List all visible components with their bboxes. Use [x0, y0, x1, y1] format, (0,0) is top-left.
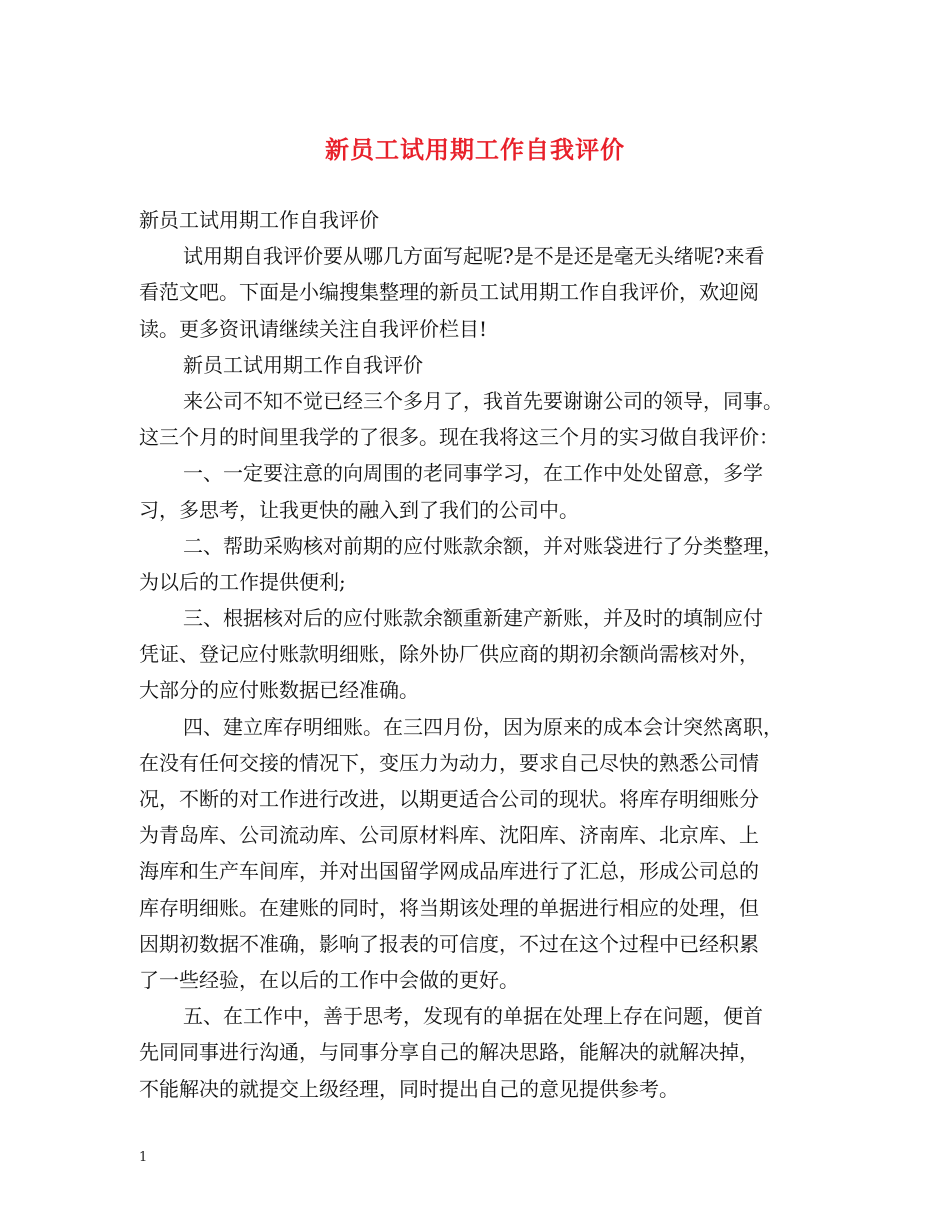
paragraph-line: 了一些经验，在以后的工作中会做的更好。 — [139, 967, 519, 992]
document-title: 新员工试用期工作自我评价 — [325, 135, 625, 164]
paragraph-line: 大部分的应付账数据已经准确。 — [139, 678, 419, 703]
paragraph-line: 为以后的工作提供便利; — [139, 569, 346, 594]
paragraph-line: 五、在工作中，善于思考，发现有的单据在处理上存在问题，便首 — [183, 1004, 763, 1029]
paragraph-line: 来公司不知不觉已经三个多月了，我首先要谢谢公司的领导，同事。 — [183, 388, 783, 413]
paragraph-line: 二、帮助采购核对前期的应付账款余额，并对账袋进行了分类整理， — [183, 533, 783, 558]
paragraph-line: 一、一定要注意的向周围的老同事学习，在工作中处处留意，多学 — [183, 461, 763, 486]
paragraph-line: 凭证、登记应付账款明细账，除外协厂供应商的期初余额尚需核对外， — [139, 642, 759, 667]
paragraph-line: 况，不断的对工作进行改进，以期更适合公司的现状。将库存明细账分 — [139, 787, 759, 811]
paragraph-line: 试用期自我评价要从哪几方面写起呢?是不是还是毫无头绪呢?来看 — [183, 244, 765, 269]
paragraph-line: 习，多思考，让我更快的融入到了我们的公司中。 — [139, 497, 579, 522]
paragraph-line: 不能解决的就提交上级经理，同时提出自己的意见提供参考。 — [139, 1076, 679, 1101]
paragraph-line: 三、根据核对后的应付账款余额重新建产新账，并及时的填制应付 — [183, 606, 763, 631]
paragraph-line: 库存明细账。在建账的同时，将当期该处理的单据进行相应的处理，但 — [139, 895, 759, 920]
paragraph-line: 因期初数据不准确，影响了报表的可信度，不过在这个过程中已经积累 — [139, 931, 759, 956]
paragraph-line: 为青岛库、公司流动库、公司原材料库、沈阳库、济南库、北京库、上 — [139, 823, 759, 848]
paragraph-line: 读。更多资讯请继续关注自我评价栏目! — [139, 316, 488, 341]
paragraph-line: 新员工试用期工作自我评价 — [183, 352, 423, 377]
paragraph-line: 先同同事进行沟通，与同事分享自己的解决思路，能解决的就解决掉， — [139, 1040, 759, 1065]
page-number: 1 — [139, 1150, 148, 1165]
paragraph-line: 在没有任何交接的情况下，变压力为动力，要求自己尽快的熟悉公司情 — [139, 750, 759, 775]
paragraph-line: 这三个月的时间里我学的了很多。现在我将这三个月的实习做自我评价： — [139, 425, 779, 450]
paragraph-line: 新员工试用期工作自我评价 — [139, 208, 379, 232]
paragraph-line: 海库和生产车间库，并对出国留学网成品库进行了汇总，形成公司总的 — [139, 859, 759, 884]
paragraph-line: 四、建立库存明细账。在三四月份，因为原来的成本会计突然离职， — [183, 714, 783, 739]
paragraph-line: 看范文吧。下面是小编搜集整理的新员工试用期工作自我评价，欢迎阅 — [139, 280, 759, 305]
document-body — [139, 202, 839, 1107]
